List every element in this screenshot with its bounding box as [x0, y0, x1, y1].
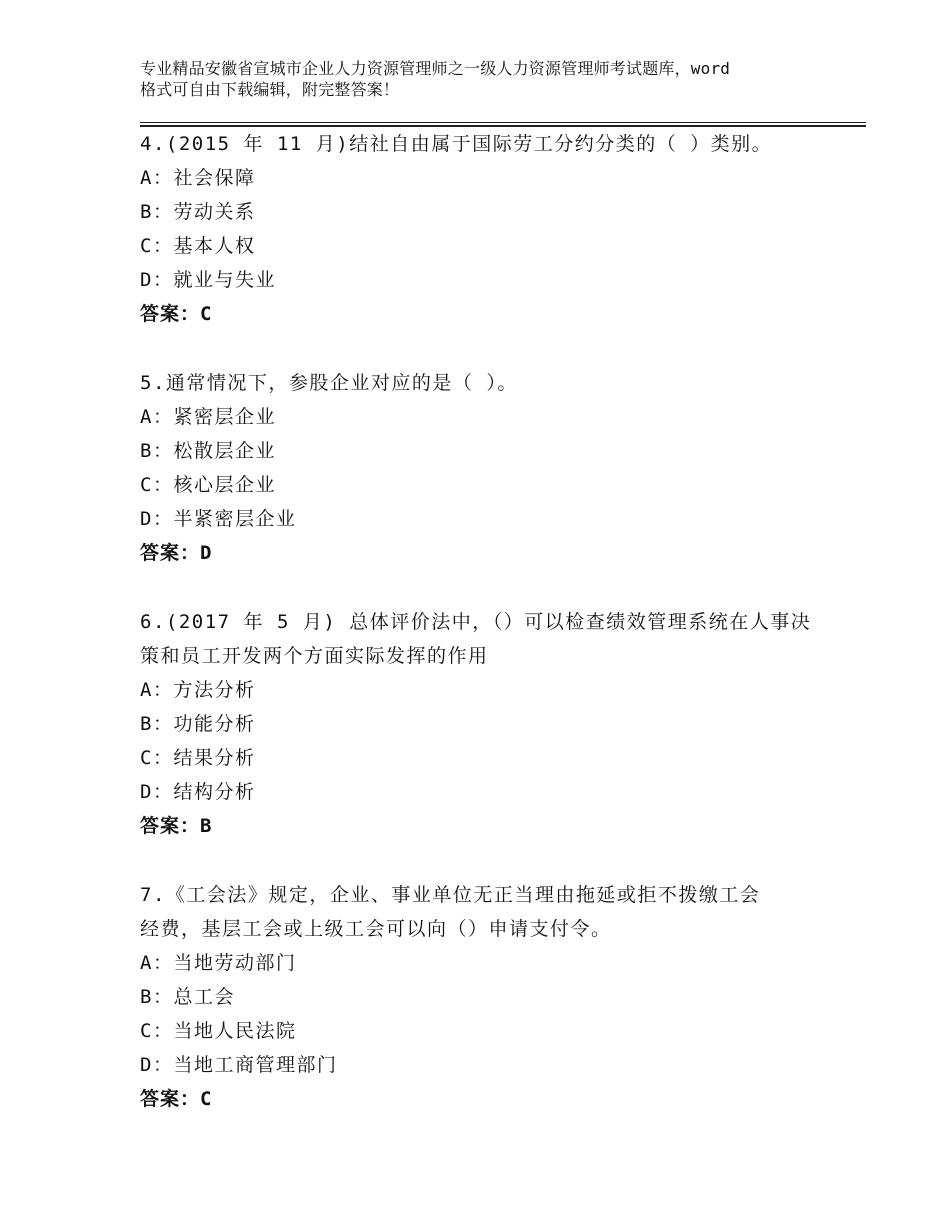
question-stem-line-2: 策和员工开发两个方面实际发挥的作用	[140, 645, 489, 667]
option-c: C：核心层企业	[140, 474, 276, 496]
option-d: D：当地工商管理部门	[140, 1054, 338, 1076]
question-stem-line-1: 7.《工会法》规定，企业、事业单位无正当理由拖延或拒不拨缴工会	[140, 884, 761, 906]
option-c: C：当地人民法院	[140, 1020, 297, 1042]
answer: 答案：D	[140, 542, 213, 564]
question-stem-line-1: 6.(2017 年 5 月) 总体评价法中，（）可以检查绩效管理系统在人事决	[140, 611, 812, 633]
option-d: D：就业与失业	[140, 269, 276, 291]
option-c: C：结果分析	[140, 747, 256, 769]
option-c: C：基本人权	[140, 235, 256, 257]
option-a: A：方法分析	[140, 679, 256, 701]
option-a: A：社会保障	[140, 167, 256, 189]
question-4	[140, 127, 840, 331]
option-d: D：半紧密层企业	[140, 508, 297, 530]
question-7	[140, 878, 840, 1116]
option-b: B：总工会	[140, 986, 235, 1008]
answer: 答案：C	[140, 1088, 213, 1110]
option-b: B：松散层企业	[140, 440, 276, 462]
document-header	[140, 58, 840, 100]
question-stem: 4.(2015 年 11 月)结社自由属于国际劳工分约分类的（ ）类别。	[140, 133, 773, 155]
option-b: B：功能分析	[140, 713, 256, 735]
option-d: D：结构分析	[140, 781, 256, 803]
header-line-1: 专业精品安徽省宣城市企业人力资源管理师之一级人力资源管理师考试题库，word	[140, 59, 731, 78]
answer: 答案：B	[140, 815, 213, 837]
question-stem: 5.通常情况下，参股企业对应的是（ ）。	[140, 372, 518, 394]
question-5	[140, 366, 840, 570]
option-b: B：劳动关系	[140, 201, 256, 223]
question-6	[140, 605, 840, 843]
header-line-2: 格式可自由下载编辑，附完整答案！	[140, 80, 400, 99]
answer: 答案：C	[140, 303, 213, 325]
question-stem-line-2: 经费，基层工会或上级工会可以向（）申请支付令。	[140, 918, 612, 940]
option-a: A：当地劳动部门	[140, 952, 297, 974]
option-a: A：紧密层企业	[140, 406, 276, 428]
